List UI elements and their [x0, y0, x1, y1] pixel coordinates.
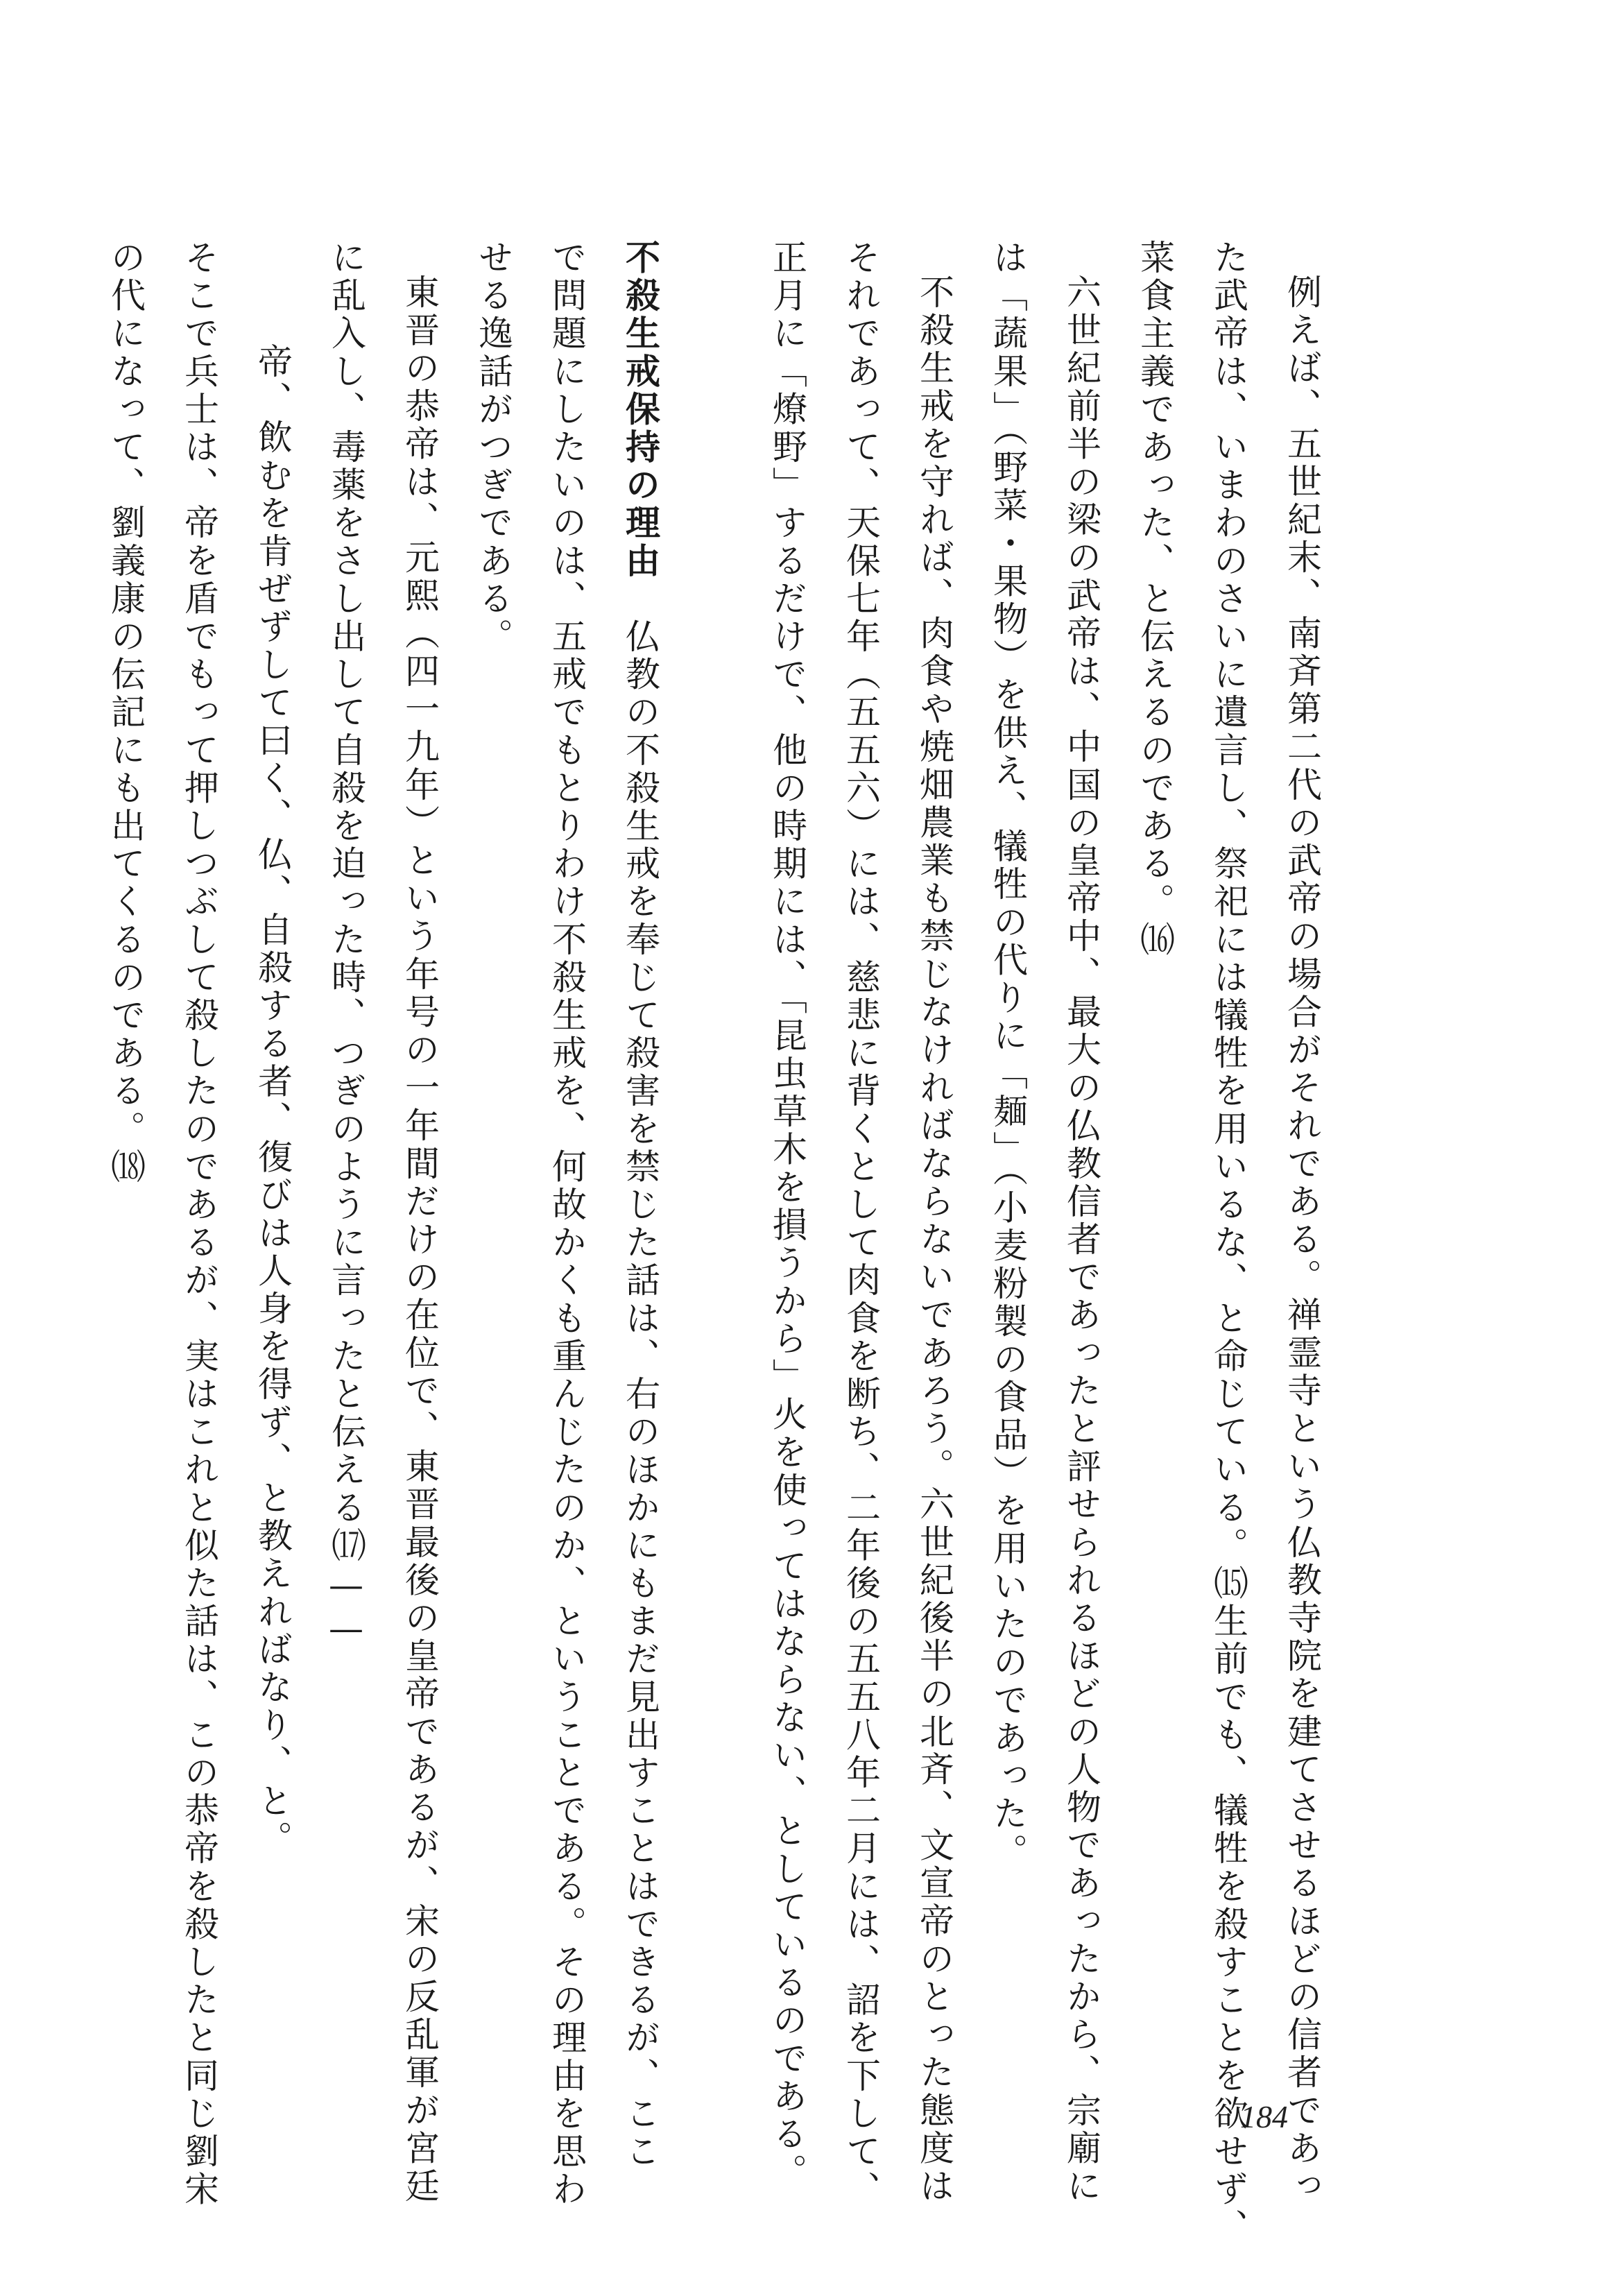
text-line: で問題にしたいのは、五戒でもとりわけ不殺生戒を、何故かくも重んじたのか、ということである。その理由を思わ: [547, 239, 587, 2209]
text-line: それであって、天保七年（五五六）には、慈悲に背くとして肉食を断ち、二年後の五五八年二月には、詔を下して、: [841, 239, 881, 2209]
section-heading-line: [603, 239, 677, 2171]
text-line: 正月に「燎野」するだけで、他の時期には、「昆虫草木を損うから」火を使ってはならない、としているのである。: [767, 239, 807, 2192]
page-number: 184: [1240, 2099, 1288, 2134]
text-line: に乱入し、毒薬をさし出して自殺を迫った時、つぎのように言ったと伝える⒄——: [326, 239, 366, 1652]
blank-line: [15, 239, 89, 2029]
blank-line: [677, 239, 750, 2029]
quote-line: 帝、飲むを肯ぜずして曰く、仏、自殺する者、復びは人身を得ず、と教えればなり、と。: [252, 343, 293, 1858]
text-line: 東晋の恭帝は、元熙（四一九年）という年号の一年間だけの在位で、東晋最後の皇帝であるが、宋の反乱軍が宮廷: [400, 274, 440, 2206]
text-line: は「蔬果」（野菜・果物）を供え、犠牲の代りに「麺」（小麦粉製の食品）を用いたのであった。: [988, 239, 1028, 1871]
text-line: 不殺生戒を守れば、肉食や焼畑農業も禁じなければならないであろう。六世紀後半の北斉、文宣帝のとった態度は: [914, 274, 954, 2206]
text-line: た武帝は、いまわのさいに遺言し、祭祀には犠牲を用いるな、と命じている。⒂生前でも、犠牲を殺すことを欲せず、: [1208, 239, 1248, 2247]
text-line: 仏教の不殺生戒を奉じて殺害を禁じた話は、右のほかにもまだ見出すことはできるが、ここ: [620, 580, 660, 2171]
text-line: 例えば、五世紀末、南斉第二代の武帝の場合がそれである。禅霊寺という仏教寺院を建てさせるほどの信者であっ: [1282, 274, 1322, 2206]
text-line: そこで兵士は、帝を盾でもって押しつぶして殺したのであるが、実はこれと似た話は、この恭帝を殺したと同じ劉宋: [179, 239, 219, 2209]
text-line: せる逸話がつぎである。: [473, 239, 513, 656]
text-line: [0, 239, 15, 2029]
text-line: 菜食主義であった、と伝えるのである。⒃: [1135, 239, 1175, 959]
text-line: 六世紀前半の梁の武帝は、中国の皇帝中、最大の仏教信者であったと評せられるほどの人物であったから、宗廟に: [1061, 274, 1101, 2206]
text-line: の代になって、劉義康の伝記にも出てくるのである。⒅: [105, 239, 146, 1186]
section-heading: 不殺生戒保持の理由: [620, 239, 660, 581]
